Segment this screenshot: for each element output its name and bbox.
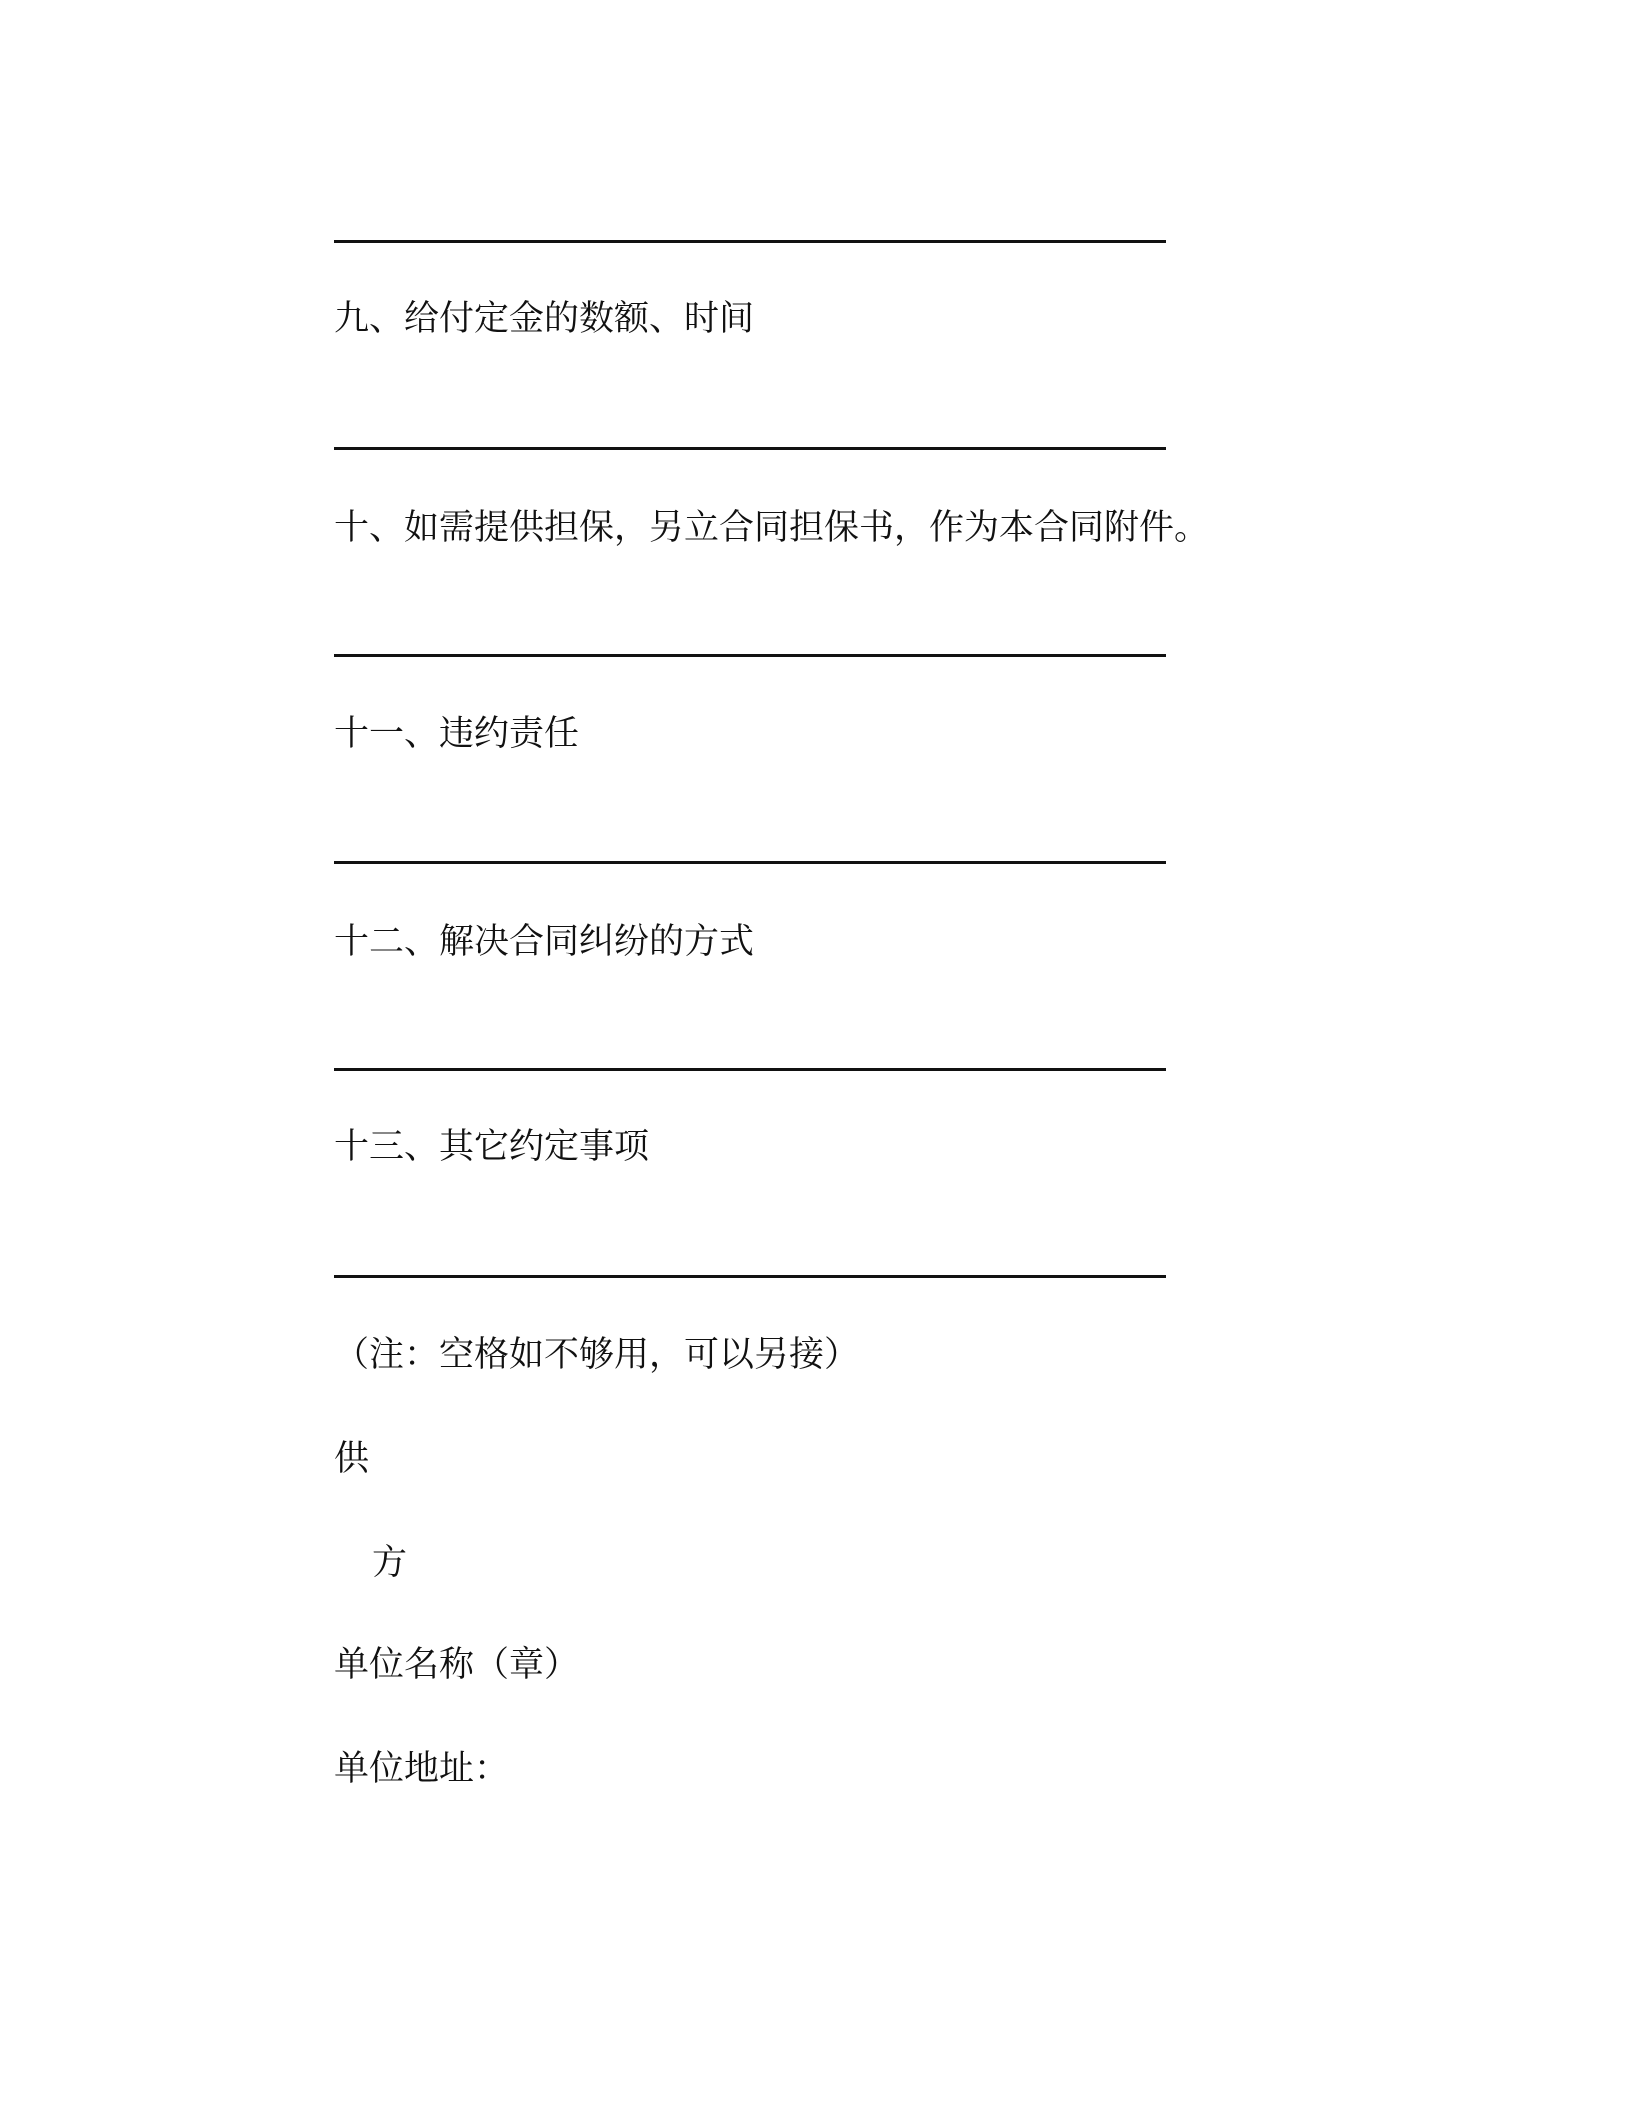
supplier-label-char-2: 方: [372, 1543, 408, 1583]
guarantee-section-heading: 十、如需提供担保，另立合同担保书，作为本合同附件。: [334, 508, 1210, 548]
other-section-heading: 十三、其它约定事项: [334, 1127, 650, 1167]
blank-fill-line-6: [334, 1275, 1166, 1278]
supplier-label-char-1: 供: [334, 1439, 370, 1479]
blank-fill-line-4: [334, 861, 1166, 864]
note-text: （注：空格如不够用，可以另接）: [334, 1335, 860, 1375]
blank-fill-line-3: [334, 654, 1166, 657]
deposit-section-heading: 九、给付定金的数额、时间: [334, 299, 755, 339]
unit-address-label: 单位地址：: [334, 1749, 510, 1789]
unit-name-label: 单位名称（章）: [334, 1645, 580, 1685]
blank-fill-line-1: [334, 240, 1166, 243]
blank-fill-line-2: [334, 447, 1166, 450]
dispute-section-heading: 十二、解决合同纠纷的方式: [334, 922, 755, 962]
blank-fill-line-5: [334, 1068, 1166, 1071]
liability-section-heading: 十一、违约责任: [334, 714, 580, 754]
